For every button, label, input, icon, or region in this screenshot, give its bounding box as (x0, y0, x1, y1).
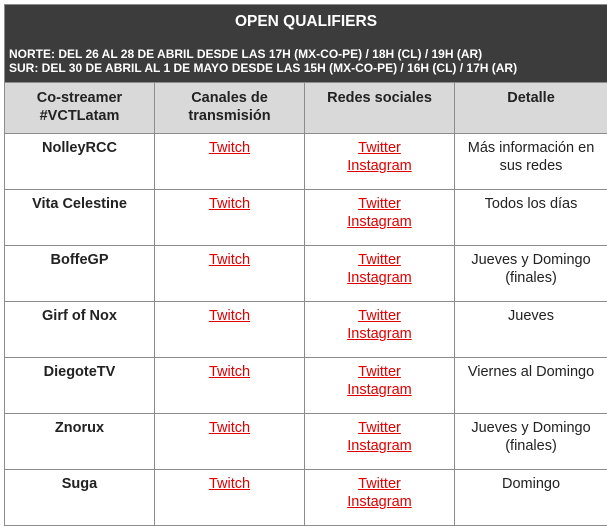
costreamer-schedule-table (4, 4, 607, 526)
detail-cell (455, 358, 607, 414)
channel-cell (155, 190, 305, 246)
twitch-link[interactable]: Twitch (159, 419, 300, 437)
twitch-link[interactable]: Twitch (159, 475, 300, 493)
channel-cell (155, 134, 305, 190)
header-costreamer (5, 83, 155, 134)
detail-line1: Jueves (459, 307, 603, 325)
header-canales-line1: Canales de (159, 89, 300, 107)
header-detalle (455, 83, 607, 134)
twitch-link[interactable]: Twitch (159, 139, 300, 157)
twitter-link[interactable]: Twitter (309, 139, 450, 157)
detail-cell (455, 302, 607, 358)
costreamer-name: Vita Celestine (5, 190, 155, 246)
table-row (5, 190, 607, 246)
header-row (5, 83, 607, 134)
header-costreamer-line2: #VCTLatam (9, 107, 150, 125)
twitch-link[interactable]: Twitch (159, 195, 300, 213)
twitter-link[interactable]: Twitter (309, 307, 450, 325)
detail-cell (455, 470, 607, 526)
social-cell (305, 302, 455, 358)
detail-cell (455, 134, 607, 190)
header-detalle-label: Detalle (459, 89, 603, 107)
detail-line1: Más información en (459, 139, 603, 157)
instagram-link[interactable]: Instagram (309, 269, 450, 287)
detail-line1: Jueves y Domingo (459, 419, 603, 437)
twitter-link[interactable]: Twitter (309, 475, 450, 493)
twitter-link[interactable]: Twitter (309, 195, 450, 213)
detail-line1: Domingo (459, 475, 603, 493)
costreamer-name: BoffeGP (5, 246, 155, 302)
detail-line2: sus redes (459, 157, 603, 175)
banner-title: OPEN QUALIFIERS (5, 5, 607, 38)
table-row (5, 302, 607, 358)
twitter-link[interactable]: Twitter (309, 419, 450, 437)
channel-cell (155, 414, 305, 470)
header-canales (155, 83, 305, 134)
detail-line1: Todos los días (459, 195, 603, 213)
instagram-link[interactable]: Instagram (309, 437, 450, 455)
twitter-link[interactable]: Twitter (309, 251, 450, 269)
costreamer-name: Znorux (5, 414, 155, 470)
instagram-link[interactable]: Instagram (309, 493, 450, 511)
social-cell (305, 190, 455, 246)
detail-cell (455, 190, 607, 246)
costreamer-name: DiegoteTV (5, 358, 155, 414)
header-canales-line2: transmisión (159, 107, 300, 125)
table-row (5, 134, 607, 190)
header-redes (305, 83, 455, 134)
costreamer-name: Girf of Nox (5, 302, 155, 358)
social-cell (305, 470, 455, 526)
instagram-link[interactable]: Instagram (309, 381, 450, 399)
schedule-table-container (4, 4, 607, 526)
detail-line2: (finales) (459, 269, 603, 287)
detail-cell (455, 414, 607, 470)
instagram-link[interactable]: Instagram (309, 213, 450, 231)
table-row (5, 358, 607, 414)
detail-line1: Jueves y Domingo (459, 251, 603, 269)
social-cell (305, 246, 455, 302)
schedule-sur: SUR: DEL 30 DE ABRIL AL 1 DE MAYO DESDE LAS 15H (MX-CO-PE) / 16H (CL) / 17H (AR) (9, 61, 607, 75)
table-row (5, 470, 607, 526)
schedule-norte: NORTE: DEL 26 AL 28 DE ABRIL DESDE LAS 17H (MX-CO-PE) / 18H (CL) / 19H (AR) (9, 47, 607, 61)
header-costreamer-line1: Co-streamer (9, 89, 150, 107)
channel-cell (155, 302, 305, 358)
channel-cell (155, 358, 305, 414)
social-cell (305, 414, 455, 470)
costreamer-name: NolleyRCC (5, 134, 155, 190)
instagram-link[interactable]: Instagram (309, 157, 450, 175)
header-redes-label: Redes sociales (309, 89, 450, 107)
detail-line2: (finales) (459, 437, 603, 455)
instagram-link[interactable]: Instagram (309, 325, 450, 343)
channel-cell (155, 470, 305, 526)
detail-cell (455, 246, 607, 302)
banner-schedule (5, 38, 607, 82)
banner (5, 5, 607, 83)
table-row (5, 246, 607, 302)
costreamer-name: Suga (5, 470, 155, 526)
social-cell (305, 134, 455, 190)
detail-line1: Viernes al Domingo (459, 363, 603, 381)
twitch-link[interactable]: Twitch (159, 363, 300, 381)
table-row (5, 414, 607, 470)
twitch-link[interactable]: Twitch (159, 251, 300, 269)
twitter-link[interactable]: Twitter (309, 363, 450, 381)
social-cell (305, 358, 455, 414)
twitch-link[interactable]: Twitch (159, 307, 300, 325)
channel-cell (155, 246, 305, 302)
